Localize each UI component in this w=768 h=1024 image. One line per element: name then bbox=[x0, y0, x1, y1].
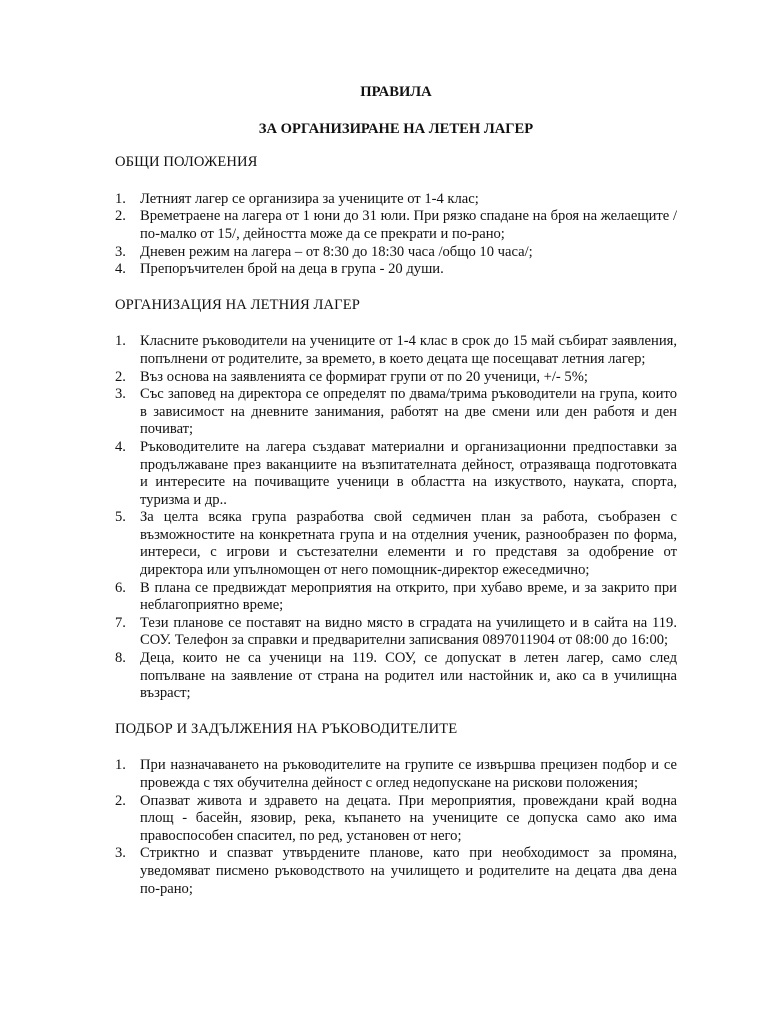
list-item-text: Ръководителите на лагера създават материални и организационни предпоставки за продължаване през ваканциите на възпитателната дейност, отразяваща подготовката и интересите на почиващите ученици в областта на изкуството, науката, спорта, туризма и др.. bbox=[140, 438, 677, 508]
list-item bbox=[115, 650, 677, 703]
list-item-text: Стриктно и спазват утвърдените планове, като при необходимост за промяна, уведомяват писмено ръководството на училището и родителите на децата два дена по-рано; bbox=[140, 845, 677, 897]
list-item bbox=[115, 261, 677, 279]
section-heading-organization: ОРГАНИЗАЦИЯ НА ЛЕТНИЯ ЛАГЕР bbox=[115, 296, 360, 313]
list-item bbox=[115, 333, 677, 368]
list-item-text: Дневен режим на лагера – от 8:30 до 18:30 часа /общо 10 часа/; bbox=[140, 243, 533, 260]
list-item bbox=[115, 509, 677, 579]
list-item-text: Класните ръководители на учениците от 1-4 клас в срок до 15 май събират заявления, попълнени от родителите, за времето, в което децата ще посещават летния лагер; bbox=[140, 333, 677, 367]
list-item-text: В плана се предвиждат мероприятия на открито, при хубаво време, и за закрито при неблагоприятно време; bbox=[140, 579, 677, 614]
list-item-number: 1. bbox=[115, 757, 126, 774]
list-item bbox=[115, 615, 677, 650]
list-item-number: 8. bbox=[115, 650, 126, 667]
document-body bbox=[115, 84, 677, 917]
list-organization bbox=[115, 333, 677, 702]
list-item-text: За целта всяка група разработва свой седмичен план за работа, съобразен с възможностите на конкретната група и на отделния ученик, разнообразен по форма, интереси, с игрови и състезателни елементи и го представя за одобрение от директора или упълномощен от него помощник-директор ежеседмично; bbox=[140, 509, 677, 579]
list-item bbox=[115, 580, 677, 615]
list-leaders bbox=[115, 757, 677, 898]
list-item-number: 5. bbox=[115, 509, 126, 526]
list-item-number: 1. bbox=[115, 190, 126, 207]
section-heading-general: ОБЩИ ПОЛОЖЕНИЯ bbox=[115, 154, 258, 171]
list-item bbox=[115, 386, 677, 439]
list-item-number: 7. bbox=[115, 614, 126, 631]
list-item-number: 4. bbox=[115, 438, 126, 455]
list-item bbox=[115, 244, 677, 262]
list-item-text: Препоръчителен брой на деца в група - 20 души. bbox=[140, 261, 444, 278]
list-item-number: 6. bbox=[115, 579, 126, 596]
list-item bbox=[115, 369, 677, 387]
list-item-number: 3. bbox=[115, 845, 126, 862]
list-item-text: Деца, които не са ученици на 119. СОУ, се допускат в летен лагер, само след попълване на заявление от страна на родител или настойник и, ако са в училищна възраст; bbox=[140, 650, 677, 702]
list-item-number: 2. bbox=[115, 792, 126, 809]
list-item bbox=[115, 845, 677, 898]
list-item-number: 1. bbox=[115, 333, 126, 350]
list-item-text: Тези планове се поставят на видно място в сградата на училището и в сайта на 119. СОУ. Телефон за справки и предварителни записвания 0897011904 от 08:00 до 16:00; bbox=[140, 614, 677, 649]
list-item-number: 4. bbox=[115, 261, 126, 278]
list-item-text: При назначаването на ръководителите на групите се извършва прецизен подбор и се провежда с тях обучителна дейност с оглед недопускане на рискови положения; bbox=[140, 757, 677, 791]
list-item bbox=[115, 208, 677, 243]
list-item-text: Въз основа на заявленията се формират групи от по 20 ученици, +/- 5%; bbox=[140, 368, 588, 385]
list-item-number: 3. bbox=[115, 243, 126, 260]
list-item bbox=[115, 757, 677, 792]
list-item-number: 3. bbox=[115, 386, 126, 403]
list-item-text: Със заповед на директора се определят по двама/трима ръководители на група, които в зависимост на дневните занимания, работят на две смени или ден работя и ден почиват; bbox=[140, 386, 677, 438]
list-item-text: Времетраене на лагера от 1 юни до 31 юли. При рязко спадане на броя на желаещите /по-малко от 15/, дейността може да се прекрати и по-рано; bbox=[140, 208, 677, 242]
list-item bbox=[115, 191, 677, 209]
list-item bbox=[115, 793, 677, 846]
document-title: ПРАВИЛА bbox=[360, 84, 432, 100]
list-item bbox=[115, 439, 677, 509]
document-subtitle: ЗА ОРГАНИЗИРАНЕ НА ЛЕТЕН ЛАГЕР bbox=[258, 120, 534, 137]
list-item-text: Летният лагер се организира за учениците от 1-4 клас; bbox=[140, 190, 479, 207]
list-item-number: 2. bbox=[115, 208, 126, 225]
list-item-text: Опазват живота и здравето на децата. При мероприятия, провеждани край водна площ - басейн, язовир, река, къпането на учениците се допуска само ако има правоспособен спасител, по ред, установен от него; bbox=[140, 792, 677, 844]
list-item-number: 2. bbox=[115, 368, 126, 385]
list-general bbox=[115, 191, 677, 279]
section-heading-leaders: ПОДБОР И ЗАДЪЛЖЕНИЯ НА РЪКОВОДИТЕЛИТЕ bbox=[115, 720, 458, 737]
